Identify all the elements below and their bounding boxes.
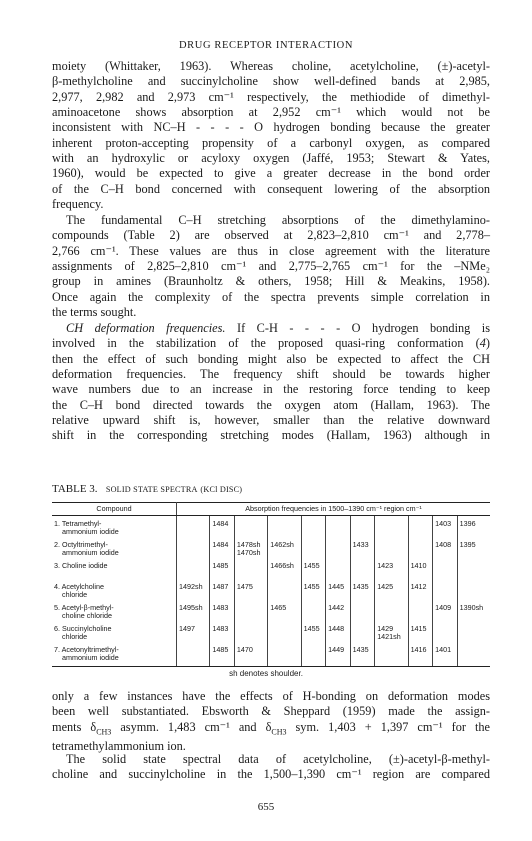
table-row	[52, 561, 490, 582]
text-line	[52, 720, 490, 740]
text-fragment: involved in the stabilization of the proposed quasi-ring conformation (	[52, 336, 480, 351]
frequency-cell: 1448	[326, 624, 351, 645]
frequency-cell: 1403	[433, 519, 458, 540]
text-line: 1960), would be expected to give a greater decrease in the bond order	[52, 166, 490, 181]
frequency-cell: 1478sh 1470sh	[234, 540, 267, 561]
text-line: tetramethylammonium ion.	[52, 739, 186, 754]
compound-name: 5. Acetyl-β-methyl-	[54, 603, 114, 613]
frequency-cell	[375, 603, 408, 624]
text-fragment: sym. 1,403 + 1,397 cm⁻¹ for the	[286, 719, 490, 734]
subscript: CH3	[96, 727, 112, 737]
paragraph-deformation	[52, 321, 490, 444]
text-line: assignments of 2,825–2,810 cm⁻¹ and 2,775–2,765 cm⁻¹ for the –NMe₂	[52, 259, 490, 274]
table-row	[52, 603, 490, 624]
frequency-cell	[268, 645, 301, 667]
text-line: frequency.	[52, 197, 104, 212]
compound-name: 1. Tetramethyl-	[54, 519, 102, 529]
spectra-table	[52, 502, 490, 667]
text-line: The solid state spectral data of acetylcholine, (±)-acetyl-β-methyl-	[66, 752, 490, 766]
compound-name-continued: chloride	[62, 632, 88, 642]
frequency-cell: 1455	[301, 624, 326, 645]
compound-name-continued: choline chloride	[62, 611, 112, 621]
frequency-cell: 1390sh	[459, 603, 484, 613]
frequency-cell: 1409	[433, 603, 458, 624]
text-line: 2,977, 2,982 and 2,973 cm⁻¹ respectively, the methiodide of dimethyl-	[52, 89, 490, 104]
frequency-cell: 1484	[210, 540, 235, 561]
frequency-cell	[326, 540, 351, 561]
text-line: been well substantiated. Ebsworth & Sheppard (1959) made the assign-	[52, 704, 490, 719]
table-footnote: sh denotes shoulder.	[229, 669, 303, 678]
frequency-cell	[177, 561, 210, 582]
text-line: compounds (Table 2) are observed at 2,823–2,810 cm⁻¹ and 2,778–	[52, 228, 490, 243]
frequency-cell: 1401	[433, 645, 458, 667]
frequency-cell: 1408	[433, 540, 458, 561]
paragraph-hbonding	[52, 689, 490, 755]
paragraph-continuation	[52, 59, 490, 212]
frequency-cell	[301, 603, 326, 624]
frequency-cell	[301, 540, 326, 561]
frequency-cell	[177, 540, 210, 561]
frequency-cell	[326, 561, 351, 582]
compound-name: 7. Acetonyltrimethyl-	[54, 645, 119, 655]
frequency-cell: 1416	[408, 645, 433, 667]
table-number: TABLE 3.	[52, 483, 98, 495]
section-heading: CH deformation frequencies.	[66, 321, 226, 335]
frequency-cell	[234, 624, 267, 645]
table-row	[52, 582, 490, 603]
column-header-frequencies: Absorption frequencies in 1500–1390 cm⁻¹ region cm⁻¹	[177, 503, 491, 516]
frequency-cell	[408, 603, 433, 624]
text-line	[52, 321, 490, 336]
table-row	[52, 624, 490, 645]
frequency-cell: 1442	[326, 603, 351, 624]
compound-name-cell	[52, 603, 177, 624]
frequency-cell	[375, 645, 408, 667]
paragraph-stretching	[52, 213, 490, 320]
compound-name-cell	[52, 624, 177, 645]
table-caption	[52, 483, 242, 495]
paragraph-solid-state	[52, 752, 490, 783]
frequency-cell	[433, 582, 458, 603]
frequency-cell: 1470	[234, 645, 267, 667]
frequency-cell	[350, 624, 375, 645]
text-fragment: ments δ	[52, 719, 97, 734]
frequency-cell: 1412	[408, 582, 433, 603]
frequency-cell: 1462sh	[268, 540, 301, 561]
text-fragment: If C-H - - - - O hydrogen bonding is	[225, 321, 490, 335]
frequency-cell	[433, 561, 458, 582]
frequency-cell	[234, 519, 267, 540]
text-line: of the C–H bond concerned with consequent lowering of the absorption	[52, 181, 490, 196]
frequency-cell	[457, 645, 490, 667]
frequency-cell: 1485	[210, 645, 235, 667]
text-line: then the effect of such bonding might also be expected to affect the CH	[52, 351, 490, 366]
frequency-cell: 1484	[210, 519, 235, 540]
compound-name: 3. Choline iodide	[54, 561, 108, 571]
frequency-cell: 1435	[350, 582, 375, 603]
frequency-cell: 1495sh	[177, 603, 210, 624]
frequency-cell: 1415	[408, 624, 433, 645]
frequency-cell: 1435	[350, 645, 375, 667]
frequency-cell: 1483	[210, 603, 235, 624]
text-fragment: asymm. 1,483 cm⁻¹ and δ	[111, 719, 272, 734]
text-line: deformation frequencies. The frequency shift should be towards higher	[52, 367, 490, 382]
table-subtitle-paren: (KCl DISC)	[200, 485, 243, 494]
text-line: only a few instances have the effects of H-bonding on deformation modes	[52, 689, 490, 703]
subscript: CH3	[271, 727, 287, 737]
page-number: 655	[257, 801, 275, 813]
table-row	[52, 645, 490, 667]
frequency-cell	[326, 519, 351, 540]
frequency-cell	[234, 603, 267, 624]
running-head: DRUG RECEPTOR INTERACTION	[178, 40, 354, 51]
frequency-cell	[350, 561, 375, 582]
text-line: Once again the complexity of the spectra prevents simple correlation in	[52, 289, 490, 304]
compound-name-cell	[52, 645, 177, 667]
frequency-cell: 1449	[326, 645, 351, 667]
compound-name-cell	[52, 561, 177, 582]
table-subtitle: SOLID STATE SPECTRA	[105, 485, 198, 494]
text-line: with an hydroxylic or acyloxy oxygen (Jaffé, 1953; Stewart & Yates,	[52, 151, 490, 166]
frequency-cell	[375, 540, 408, 561]
compound-name-cell	[52, 519, 177, 540]
frequency-cell: 1487	[210, 582, 235, 603]
text-line	[52, 336, 490, 351]
text-line: relative upward shift is, however, smaller than the relative downward	[52, 413, 490, 428]
text-line: inherent proton-accepting propensity of a carbonyl oxygen, as compared	[52, 135, 490, 150]
text-line: group in amines (Braunholtz & others, 1958; Hill & Meakins, 1958).	[52, 274, 490, 289]
frequency-cell: 1492sh	[177, 582, 210, 603]
frequency-cell	[457, 624, 490, 645]
text-line: 2,766 cm⁻¹. These values are thus in close agreement with the literature	[52, 243, 490, 258]
frequency-cell	[457, 582, 490, 603]
frequency-cell	[301, 645, 326, 667]
frequency-cell: 1433	[350, 540, 375, 561]
compound-name-continued: chloride	[62, 590, 88, 600]
frequency-cell: 1465	[268, 603, 301, 624]
column-header-compound: Compound	[52, 503, 177, 516]
frequency-cell: 1396	[459, 519, 476, 529]
frequency-cell: 1395	[459, 540, 476, 550]
frequency-cell: 1483	[210, 624, 235, 645]
frequency-cell: 1475	[234, 582, 267, 603]
text-line: aminoacetone shows absorption at 2,952 cm⁻¹ which would not be	[52, 105, 490, 120]
frequency-cell	[234, 561, 267, 582]
frequency-cell: 1455	[301, 582, 326, 603]
frequency-cell	[408, 540, 433, 561]
compound-name-continued: ammonium iodide	[62, 527, 119, 537]
text-line: shift in the corresponding stretching modes (Hallam, 1963) although in	[52, 428, 490, 443]
text-fragment: )	[485, 336, 490, 351]
text-line: inconsistent with NC–H - - - - O hydrogen bonding because the greater	[52, 120, 490, 135]
frequency-cell: 1425	[375, 582, 408, 603]
compound-name-cell	[52, 582, 177, 603]
frequency-cell	[350, 603, 375, 624]
frequency-cell	[301, 519, 326, 540]
frequency-cell	[177, 519, 210, 540]
text-line: the terms sought.	[52, 305, 137, 320]
frequency-cell	[268, 624, 301, 645]
frequency-cell	[408, 519, 433, 540]
text-line: The fundamental C–H stretching absorptions of the dimethylamino-	[66, 213, 490, 227]
text-line: β-methylcholine and succinylcholine show well-defined bands at 2,985,	[52, 74, 490, 89]
table-body	[52, 519, 490, 667]
compound-name: 2. Octyltrimethyl-	[54, 540, 108, 550]
compound-name-cell	[52, 540, 177, 561]
text-line: the C–H bond directed towards the oxygen atom (Hallam, 1963). The	[52, 397, 490, 412]
frequency-cell	[433, 624, 458, 645]
frequency-cell	[375, 519, 408, 540]
table-row	[52, 540, 490, 561]
frequency-cell	[177, 645, 210, 667]
compound-name: 6. Succinylcholine	[54, 624, 112, 634]
text-line: moiety (Whittaker, 1963). Whereas choline, acetylcholine, (±)-acetyl-	[52, 59, 490, 73]
frequency-cell: 1445	[326, 582, 351, 603]
frequency-cell: 1497	[177, 624, 210, 645]
frequency-cell: 1466sh	[268, 561, 301, 582]
frequency-cell: 1455	[301, 561, 326, 582]
frequency-cell	[268, 582, 301, 603]
frequency-cell: 1429 1421sh	[375, 624, 408, 645]
compound-name-continued: ammonium iodide	[62, 548, 119, 558]
frequency-cell: 1485	[210, 561, 235, 582]
structure-reference: 4	[479, 336, 486, 351]
table-row	[52, 519, 490, 540]
compound-name-continued: ammonium iodide	[62, 653, 119, 663]
frequency-cell	[268, 519, 301, 540]
text-line: choline and succinylcholine in the 1,500–1,390 cm⁻¹ region are compared	[52, 767, 490, 782]
frequency-cell	[457, 561, 490, 582]
frequency-cell: 1423	[375, 561, 408, 582]
compound-name: 4. Acetylcholine	[54, 582, 104, 592]
frequency-cell	[350, 519, 375, 540]
frequency-cell: 1410	[408, 561, 433, 582]
text-line: wave numbers due to an increase in the restoring force tending to keep	[52, 382, 490, 397]
